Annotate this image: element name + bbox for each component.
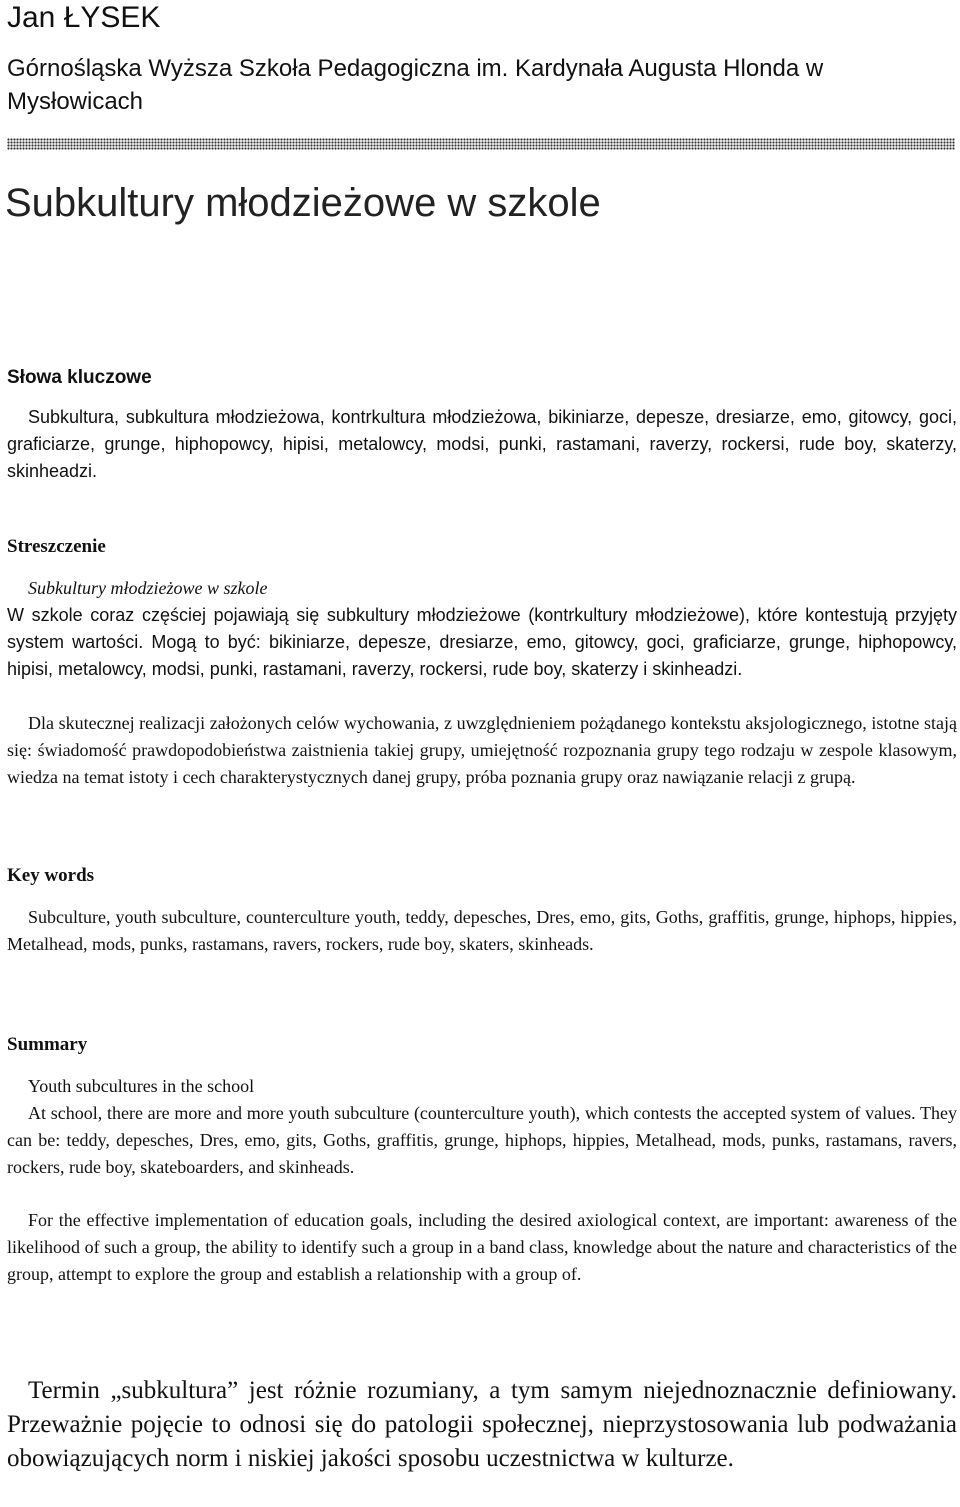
keywords-pl-heading: Słowa kluczowe — [7, 367, 152, 388]
keywords-pl-text: Subkultura, subkultura młodzieżowa, kontrkultura młodzieżowa, bikiniarze, depesze, dresiarze, emo, gitowcy, goci, graficiarze, grunge, hiphopowcy, hipisi, metalowcy, modsi, punki, rastamani, raverzy, rockersi, rude boy, skaterzy, skinheadzi. — [7, 407, 957, 481]
abstract-pl-paragraph: W szkole coraz częściej pojawiają się subkultury młodzieżowe (kontrkultury młodzieżowe), które kontestują przyjęty system wartości. Mogą to być: bikiniarze, depesze, dresiarze, emo, gitowcy, goci, graficiarze, grunge, hiphopowcy, hipisi, metalowcy, modsi, punki, rastamani, raverzy, rockersi, rude boy, skaterzy i skinheadzi. — [7, 605, 957, 679]
body-paragraph: Termin „subkultura” jest różnie rozumiany, a tym samym niejednoznacznie definiowany. Przeważnie pojęcie to odnosi się do patologii społecznej, nieprzystosowania lub podważania obowiązujących norm i niskiej jakości sposobu uczestnictwa w kulturze. — [7, 1377, 957, 1472]
author-name: Jan ŁYSEK — [7, 1, 161, 34]
summary-subtitle: Youth subcultures in the school — [28, 1076, 255, 1096]
article-title: Subkultury młodzieżowe w szkole — [5, 181, 601, 225]
summary-heading: Summary — [7, 1034, 88, 1055]
summary-paragraph: For the effective implementation of education goals, including the desired axiological context, are important: awareness of the likelihood of such a group, the ability to identify such a group in a band class, knowledge about the nature and characteristics of the group, attempt to explore the group and establish a relationship with a group of. — [7, 1210, 957, 1284]
abstract-pl-heading: Streszczenie — [7, 536, 106, 557]
keywords-en-text: Subculture, youth subculture, counterculture youth, teddy, depesches, Dres, emo, gits, Goths, graffitis, grunge, hiphops, hippies, Metalhead, mods, punks, rastamans, ravers, rockers, rude boy, skaters, skinheads. — [7, 907, 957, 954]
author-affiliation: Górnośląska Wyższa Szkoła Pedagogiczna im. Kardynała Augusta Hlonda w Mysłowicach — [7, 55, 824, 115]
keywords-en-heading: Key words — [7, 865, 95, 886]
abstract-pl-paragraph: Dla skutecznej realizacji założonych celów wychowania, z uwzględnieniem pożądanego kontekstu aksjologicznego, istotne stają się: świadomość prawdopodobieństwa zaistnienia takiej grupy, umiejętność rozpoznania grupy tego rodzaju w zespole klasowym, wiedza na temat istoty i cech charakterystycznych danej grupy, próba poznania grupy oraz nawiązanie relacji z grupą. — [7, 713, 957, 787]
dotted-divider — [7, 138, 955, 150]
abstract-pl-subtitle: Subkultury młodzieżowe w szkole — [28, 578, 268, 598]
summary-paragraph: At school, there are more and more youth subculture (counterculture youth), which contests the accepted system of values. They can be: teddy, depesches, Dres, emo, gits, Goths, graffitis, grunge, hiphops, hippies, Metalhead, mods, punks, rastamans, ravers, rockers, rude boy, skateboarders, and skinheads. — [7, 1103, 957, 1177]
